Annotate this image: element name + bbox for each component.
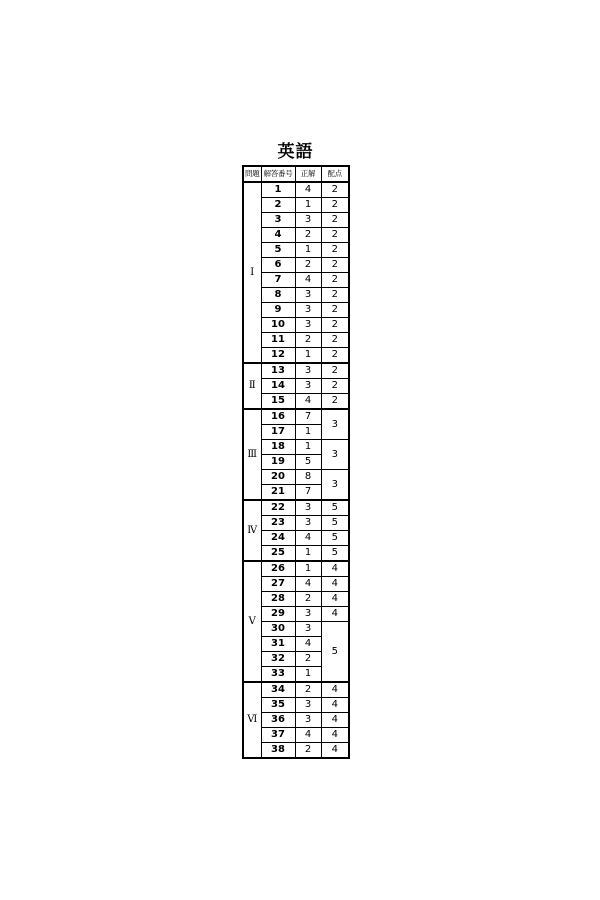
points-cell: 5 [321,531,349,546]
points-cell: 4 [321,561,349,577]
correct-answer-cell: 7 [295,485,321,501]
answer-number-cell: 32 [261,652,295,667]
header-points: 配点 [321,166,349,182]
answer-number-cell: 9 [261,303,295,318]
points-cell: 4 [321,577,349,592]
points-cell: 4 [321,607,349,622]
correct-answer-cell: 3 [295,516,321,531]
correct-answer-cell: 3 [295,379,321,394]
table-row [243,561,349,577]
correct-answer-cell: 3 [295,713,321,728]
table-body [243,182,349,758]
correct-answer-cell: 1 [295,198,321,213]
header-question: 問題 [243,166,261,182]
correct-answer-cell: 2 [295,682,321,698]
correct-answer-cell: 7 [295,409,321,425]
points-cell: 2 [321,303,349,318]
points-cell: 2 [321,228,349,243]
answer-number-cell: 13 [261,363,295,379]
answer-number-cell: 27 [261,577,295,592]
answer-number-cell: 3 [261,213,295,228]
points-cell: 5 [321,516,349,531]
correct-answer-cell: 8 [295,470,321,485]
answer-number-cell: 24 [261,531,295,546]
answer-number-cell: 17 [261,425,295,440]
points-cell: 2 [321,363,349,379]
points-cell: 4 [321,592,349,607]
correct-answer-cell: 5 [295,455,321,470]
answer-number-cell: 20 [261,470,295,485]
answer-number-cell: 28 [261,592,295,607]
answer-number-cell: 23 [261,516,295,531]
points-cell: 3 [321,409,349,440]
answer-number-cell: 22 [261,500,295,516]
answer-number-cell: 26 [261,561,295,577]
answer-number-cell: 2 [261,198,295,213]
correct-answer-cell: 3 [295,303,321,318]
answer-number-cell: 30 [261,622,295,637]
correct-answer-cell: 2 [295,652,321,667]
points-cell: 3 [321,440,349,470]
points-cell: 4 [321,743,349,759]
correct-answer-cell: 2 [295,743,321,759]
table-row [243,500,349,516]
correct-answer-cell: 1 [295,561,321,577]
correct-answer-cell: 2 [295,333,321,348]
correct-answer-cell: 4 [295,273,321,288]
answer-number-cell: 19 [261,455,295,470]
correct-answer-cell: 4 [295,531,321,546]
correct-answer-cell: 1 [295,243,321,258]
header-row [243,166,349,182]
points-cell: 2 [321,333,349,348]
answer-number-cell: 38 [261,743,295,759]
correct-answer-cell: 2 [295,258,321,273]
correct-answer-cell: 1 [295,667,321,683]
correct-answer-cell: 4 [295,577,321,592]
section-label: Ⅲ [243,409,261,500]
answer-number-cell: 33 [261,667,295,683]
answer-number-cell: 36 [261,713,295,728]
points-cell: 4 [321,698,349,713]
points-cell: 2 [321,182,349,198]
points-cell: 2 [321,394,349,410]
points-cell: 5 [321,622,349,683]
points-cell: 5 [321,500,349,516]
section-label: Ⅵ [243,682,261,758]
correct-answer-cell: 3 [295,318,321,333]
correct-answer-cell: 3 [295,500,321,516]
section-label: Ⅰ [243,182,261,363]
correct-answer-cell: 1 [295,440,321,455]
points-cell: 5 [321,546,349,562]
table-row [243,363,349,379]
answer-number-cell: 10 [261,318,295,333]
header-answer-number: 解答番号 [261,166,295,182]
answer-number-cell: 6 [261,258,295,273]
page-title: 英語 [277,142,314,162]
section-label: Ⅴ [243,561,261,682]
section-label: Ⅱ [243,363,261,409]
correct-answer-cell: 1 [295,425,321,440]
points-cell: 2 [321,379,349,394]
correct-answer-cell: 2 [295,592,321,607]
answer-number-cell: 5 [261,243,295,258]
answer-number-cell: 29 [261,607,295,622]
correct-answer-cell: 3 [295,213,321,228]
correct-answer-cell: 3 [295,698,321,713]
points-cell: 2 [321,318,349,333]
answer-number-cell: 31 [261,637,295,652]
points-cell: 2 [321,348,349,364]
correct-answer-cell: 3 [295,622,321,637]
points-cell: 2 [321,243,349,258]
correct-answer-cell: 3 [295,288,321,303]
correct-answer-cell: 3 [295,363,321,379]
table-row [243,182,349,198]
answer-number-cell: 8 [261,288,295,303]
answer-number-cell: 37 [261,728,295,743]
table-row [243,682,349,698]
answer-number-cell: 34 [261,682,295,698]
correct-answer-cell: 3 [295,607,321,622]
correct-answer-cell: 2 [295,228,321,243]
answer-number-cell: 1 [261,182,295,198]
answer-number-cell: 21 [261,485,295,501]
points-cell: 3 [321,470,349,501]
points-cell: 2 [321,258,349,273]
points-cell: 4 [321,682,349,698]
table-row [243,409,349,425]
points-cell: 4 [321,728,349,743]
points-cell: 2 [321,198,349,213]
correct-answer-cell: 1 [295,348,321,364]
correct-answer-cell: 4 [295,728,321,743]
answer-number-cell: 35 [261,698,295,713]
answer-number-cell: 14 [261,379,295,394]
section-label: Ⅳ [243,500,261,561]
answer-key-table [242,165,350,759]
points-cell: 4 [321,713,349,728]
header-correct-answer: 正解 [295,166,321,182]
points-cell: 2 [321,273,349,288]
correct-answer-cell: 4 [295,637,321,652]
answer-number-cell: 11 [261,333,295,348]
answer-number-cell: 4 [261,228,295,243]
correct-answer-cell: 1 [295,546,321,562]
points-cell: 2 [321,288,349,303]
answer-number-cell: 12 [261,348,295,364]
answer-number-cell: 7 [261,273,295,288]
points-cell: 2 [321,213,349,228]
answer-number-cell: 15 [261,394,295,410]
correct-answer-cell: 4 [295,182,321,198]
answer-number-cell: 25 [261,546,295,562]
answer-number-cell: 18 [261,440,295,455]
correct-answer-cell: 4 [295,394,321,410]
answer-number-cell: 16 [261,409,295,425]
